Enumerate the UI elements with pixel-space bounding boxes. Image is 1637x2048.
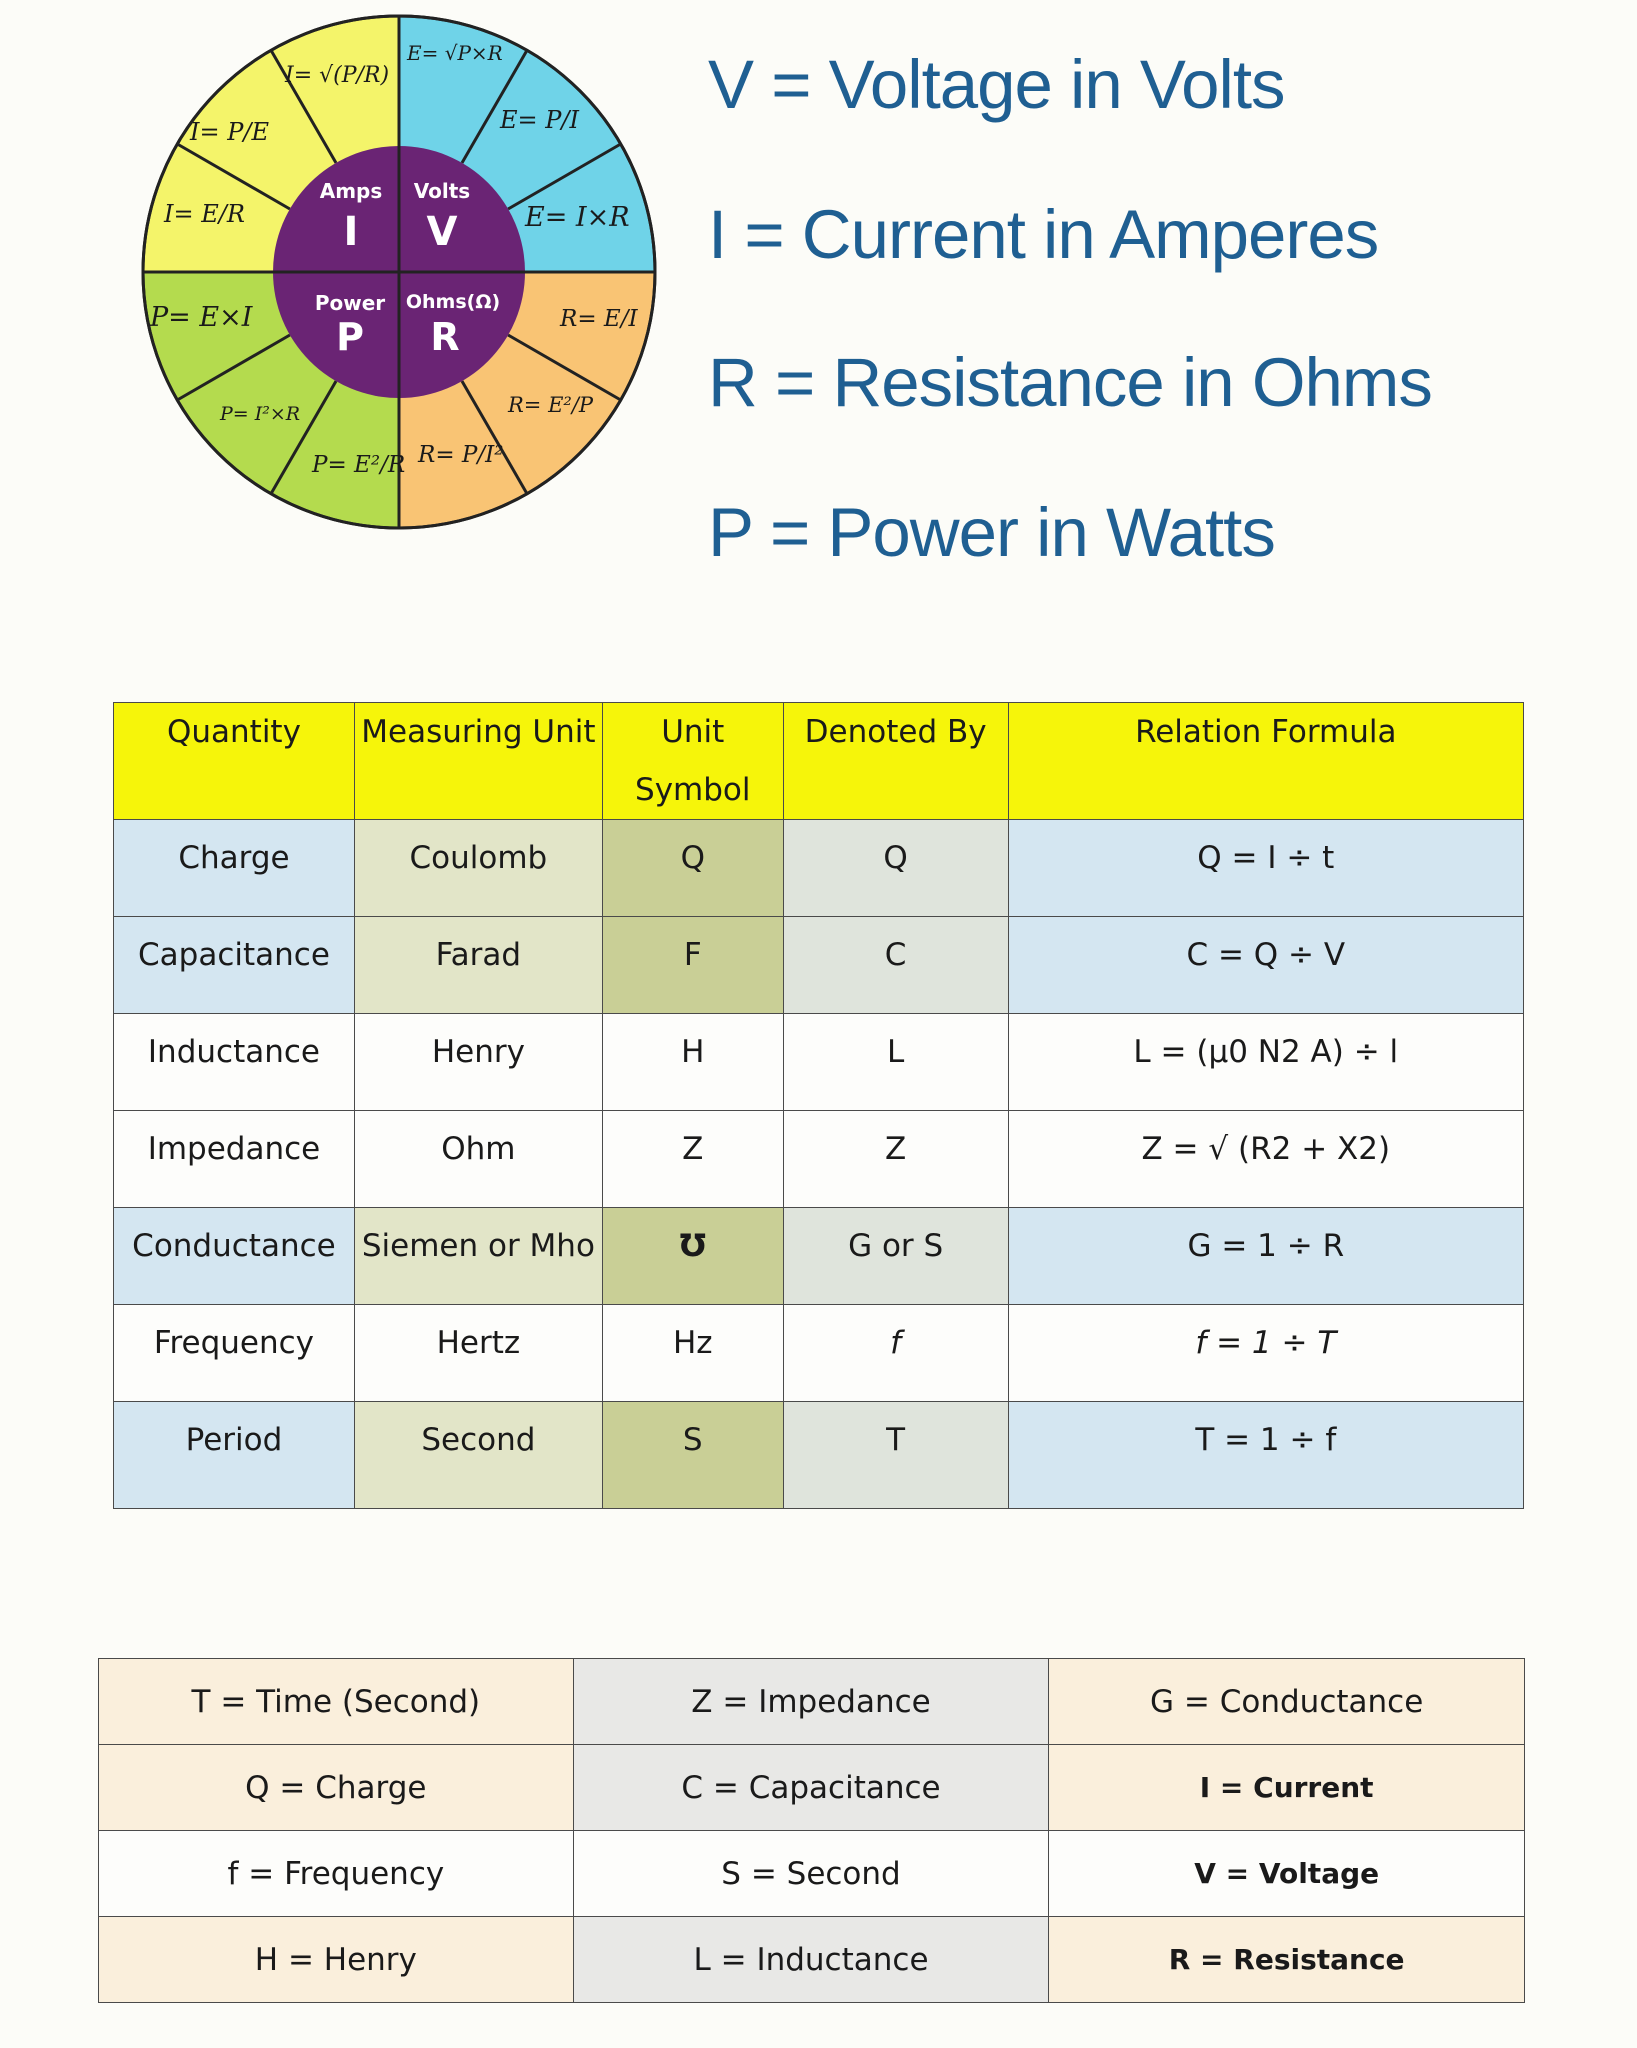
formula-p-e-times-i: P= E×I xyxy=(150,302,253,333)
cell-symbol: Ʊ xyxy=(602,1208,783,1305)
glossary-entry: f = Frequency xyxy=(99,1831,574,1917)
cell-quantity: Frequency xyxy=(114,1305,355,1402)
header-relation-formula: Relation Formula xyxy=(1008,703,1523,820)
hub-letter-power: P xyxy=(336,315,364,359)
glossary-entry: S = Second xyxy=(573,1831,1049,1917)
hub-letter-amps: I xyxy=(343,209,359,255)
header-unit-symbol: Unit Symbol xyxy=(602,703,783,820)
cell-formula: Z = √ (R2 + X2) xyxy=(1008,1111,1523,1208)
glossary-entry: Z = Impedance xyxy=(573,1659,1049,1745)
cell-unit: Siemen or Mho xyxy=(354,1208,602,1305)
header-denoted-by: Denoted By xyxy=(783,703,1008,820)
formula-e-p-over-i: E= P/I xyxy=(500,106,579,134)
header-quantity: Quantity xyxy=(114,703,355,820)
header-measuring-unit: Measuring Unit xyxy=(354,703,602,820)
hub-caption-amps: Amps xyxy=(319,179,383,203)
formula-e-sqrt-pr: E= √P×R xyxy=(407,41,503,65)
cell-quantity: Conductance xyxy=(114,1208,355,1305)
glossary-entry: H = Henry xyxy=(99,1917,574,2003)
cell-denoted: Q xyxy=(783,820,1008,917)
legend-resistance: R = Resistance in Ohms xyxy=(708,344,1432,421)
cell-formula: L = (μ0 N2 A) ÷ l xyxy=(1008,1014,1523,1111)
cell-formula: f = 1 ÷ T xyxy=(1008,1305,1523,1402)
formula-r-p-over-i2: R= P/I² xyxy=(418,442,504,468)
glossary-entry: G = Conductance xyxy=(1049,1659,1525,1745)
cell-unit: Coulomb xyxy=(354,820,602,917)
cell-denoted: G or S xyxy=(783,1208,1008,1305)
cell-symbol: Hz xyxy=(602,1305,783,1402)
cell-denoted: T xyxy=(783,1402,1008,1509)
cell-denoted: C xyxy=(783,917,1008,1014)
hub-letter-ohms: R xyxy=(430,315,460,359)
hub-caption-power: Power xyxy=(314,291,386,315)
glossary-row xyxy=(99,1831,1525,1917)
cell-formula: G = 1 ÷ R xyxy=(1008,1208,1523,1305)
table-row xyxy=(114,1305,1524,1402)
cell-unit: Farad xyxy=(354,917,602,1014)
cell-formula: C = Q ÷ V xyxy=(1008,917,1523,1014)
table-header-row xyxy=(114,703,1524,820)
table-row xyxy=(114,1111,1524,1208)
legend-voltage: V = Voltage in Volts xyxy=(708,46,1285,123)
table-row xyxy=(114,1014,1524,1111)
glossary-row xyxy=(99,1659,1525,1745)
cell-symbol: Q xyxy=(602,820,783,917)
formula-i-e-over-r: I= E/R xyxy=(164,200,245,228)
electrical-quantities-table xyxy=(113,702,1524,1509)
formula-i-sqrt-p-over-r: I= √(P/R) xyxy=(285,63,390,88)
cell-unit: Ohm xyxy=(354,1111,602,1208)
cell-symbol: S xyxy=(602,1402,783,1509)
glossary-row xyxy=(99,1745,1525,1831)
formula-e-i-times-r: E= I×R xyxy=(525,202,630,233)
cell-quantity: Capacitance xyxy=(114,917,355,1014)
cell-denoted: Z xyxy=(783,1111,1008,1208)
cell-unit: Henry xyxy=(354,1014,602,1111)
table-row xyxy=(114,1208,1524,1305)
cell-quantity: Impedance xyxy=(114,1111,355,1208)
glossary-entry: T = Time (Second) xyxy=(99,1659,574,1745)
cell-denoted: f xyxy=(783,1305,1008,1402)
glossary-entry: I = Current xyxy=(1049,1745,1525,1831)
cell-formula: Q = I ÷ t xyxy=(1008,820,1523,917)
glossary-entry: V = Voltage xyxy=(1049,1831,1525,1917)
cell-quantity: Inductance xyxy=(114,1014,355,1111)
formula-i-p-over-e: I= P/E xyxy=(190,118,269,146)
symbol-glossary-table xyxy=(98,1658,1525,2003)
formula-r-e2-over-p: R= E²/P xyxy=(508,393,594,417)
table-row xyxy=(114,1402,1524,1509)
table-row xyxy=(114,820,1524,917)
legend-power: P = Power in Watts xyxy=(708,494,1275,571)
cell-denoted: L xyxy=(783,1014,1008,1111)
ohms-law-wheel xyxy=(120,0,680,560)
glossary-entry: Q = Charge xyxy=(99,1745,574,1831)
glossary-entry: L = Inductance xyxy=(573,1917,1049,2003)
cell-quantity: Period xyxy=(114,1402,355,1509)
cell-symbol: F xyxy=(602,917,783,1014)
cell-symbol: Z xyxy=(602,1111,783,1208)
formula-r-e-over-i: R= E/I xyxy=(560,306,638,332)
hub-caption-ohms: Ohms(Ω) xyxy=(405,291,501,313)
formula-p-e2-over-r: P= E²/R xyxy=(312,452,406,478)
hub-letter-volts: V xyxy=(426,209,458,255)
cell-formula: T = 1 ÷ f xyxy=(1008,1402,1523,1509)
formula-p-i2-times-r: P= I²×R xyxy=(220,403,301,425)
cell-unit: Second xyxy=(354,1402,602,1509)
cell-quantity: Charge xyxy=(114,820,355,917)
glossary-entry: C = Capacitance xyxy=(573,1745,1049,1831)
cell-unit: Hertz xyxy=(354,1305,602,1402)
glossary-row xyxy=(99,1917,1525,2003)
table-row xyxy=(114,917,1524,1014)
glossary-entry: R = Resistance xyxy=(1049,1917,1525,2003)
cell-symbol: H xyxy=(602,1014,783,1111)
legend-current: I = Current in Amperes xyxy=(708,196,1379,273)
hub-caption-volts: Volts xyxy=(413,179,471,203)
